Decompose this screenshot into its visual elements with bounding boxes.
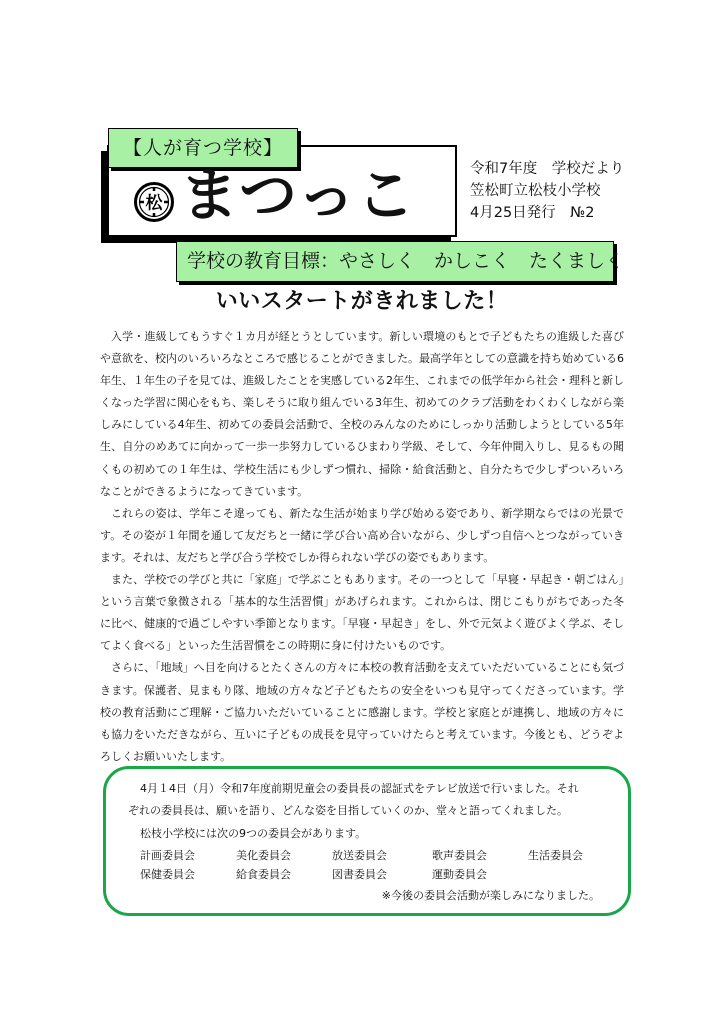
committee-item: 保健委員会 <box>140 868 195 881</box>
issue-info <box>470 158 670 224</box>
committee-item: 図書委員会 <box>332 868 387 881</box>
committee-item: 放送委員会 <box>332 849 387 862</box>
committee-item: 生活委員会 <box>528 849 583 862</box>
committee-item: 歌声委員会 <box>432 849 487 862</box>
newsletter-title: まつっこ <box>180 161 416 229</box>
seal-character: 松 <box>145 193 163 214</box>
education-goal-banner: 学校の教育目標：やさしく かしこく たくましく <box>176 241 614 282</box>
article-paragraph: また、学校での学びと共に「家庭」で学ぶこともあります。その一つとして「早寝・早起き・朝ごはん」という言葉で象徴される「基本的な生活習慣」があげられます。これからは、閉じこもりがちであった冬に比べ、健康的で過ごしやすい季節となります。「早寝・早起き」をし、外で元気よく遊びよく学ぶ、そしてよく食べる」といった生活習慣をこの時期に身に付けたいものです。 <box>100 573 624 653</box>
school-seal-icon <box>134 182 174 222</box>
notice-line: 4月１4日（月）令和7年度前期児童会の委員長の認証式をテレビ放送で行いました。それ <box>140 782 579 795</box>
committee-item: 美化委員会 <box>236 849 291 862</box>
article-paragraph: これらの姿は、学年こそ違っても、新たな生活が始まり学び始める姿であり、新学期ならではの光景です。その姿が１年間を通して友だちと一緒に学び合い高め合いながら、少しずつ自信へとつながっていきます。それは、友だちと学び合う学校でしか得られない学びの姿でもあります。 <box>100 506 624 564</box>
issue-year: 令和7年度 学校だより <box>470 161 625 177</box>
committee-item: 給食委員会 <box>236 868 291 881</box>
committee-item: 計画委員会 <box>140 849 195 862</box>
article-paragraph: 入学・進級してもうすぐ１カ月が経とうとしています。新しい環境のもとで子どもたちの進級した喜びや意欲を、校内のいろいろなところで感じることができました。最高学年としての意識を持ち始めている6年生、１年生の子を見ては、進級したことを実感している2年生、これまでの低学年から社会・理科と新しくなった学習に関心をもち、楽しそうに取り組んでいる3年生、初めてのクラブ活動をわくわくしながら楽しみにしている4年生、初めての委員会活動で、全校のみんなのためにしっかり活動しようとしている5年生、自分のめあてに向かって一歩一歩努力しているひまわり学級、そして、今年仲間入りし、見るもの聞くもの初めての１年生は、学校生活にも少しずつ慣れ、掃除・給食活動と、自分たちで少しずついろいろなことができるようになってきています。 <box>100 330 624 498</box>
notice-footnote: ※今後の委員会活動が楽しみになりました。 <box>381 889 600 902</box>
committee-item: 運動委員会 <box>432 868 487 881</box>
newsletter-tag: 【人が育つ学校】 <box>108 128 298 168</box>
notice-line: 松枝小学校には次の9つの委員会があります。 <box>140 827 367 840</box>
article-headline: いいスタートがきれました！ <box>215 289 509 314</box>
article-paragraph: さらに、「地域」へ目を向けるとたくさんの方々に本校の教育活動を支えていただいていることにも気づきます。保護者、見まもり隊、地域の方々など子どもたちの安全をいつも見守ってくださっています。学校の教育活動にご理解・ご協力いただいていることに感謝します。学校と家庭とが連携し、地域の方々にも協力をいただきながら、互いに子どもの成長を見守っていけたらと考えています。今後とも、どうぞよろしくお願いいたします。 <box>100 661 624 763</box>
issue-date-number: 4月25日発行 №2 <box>470 205 595 221</box>
notice-line: ぞれの委員長は、願いを語り、どんな姿を目指していくのか、堂々と語ってくれました。 <box>128 804 568 817</box>
article-body <box>100 326 624 768</box>
issue-school: 笠松町立松枝小学校 <box>470 183 601 199</box>
